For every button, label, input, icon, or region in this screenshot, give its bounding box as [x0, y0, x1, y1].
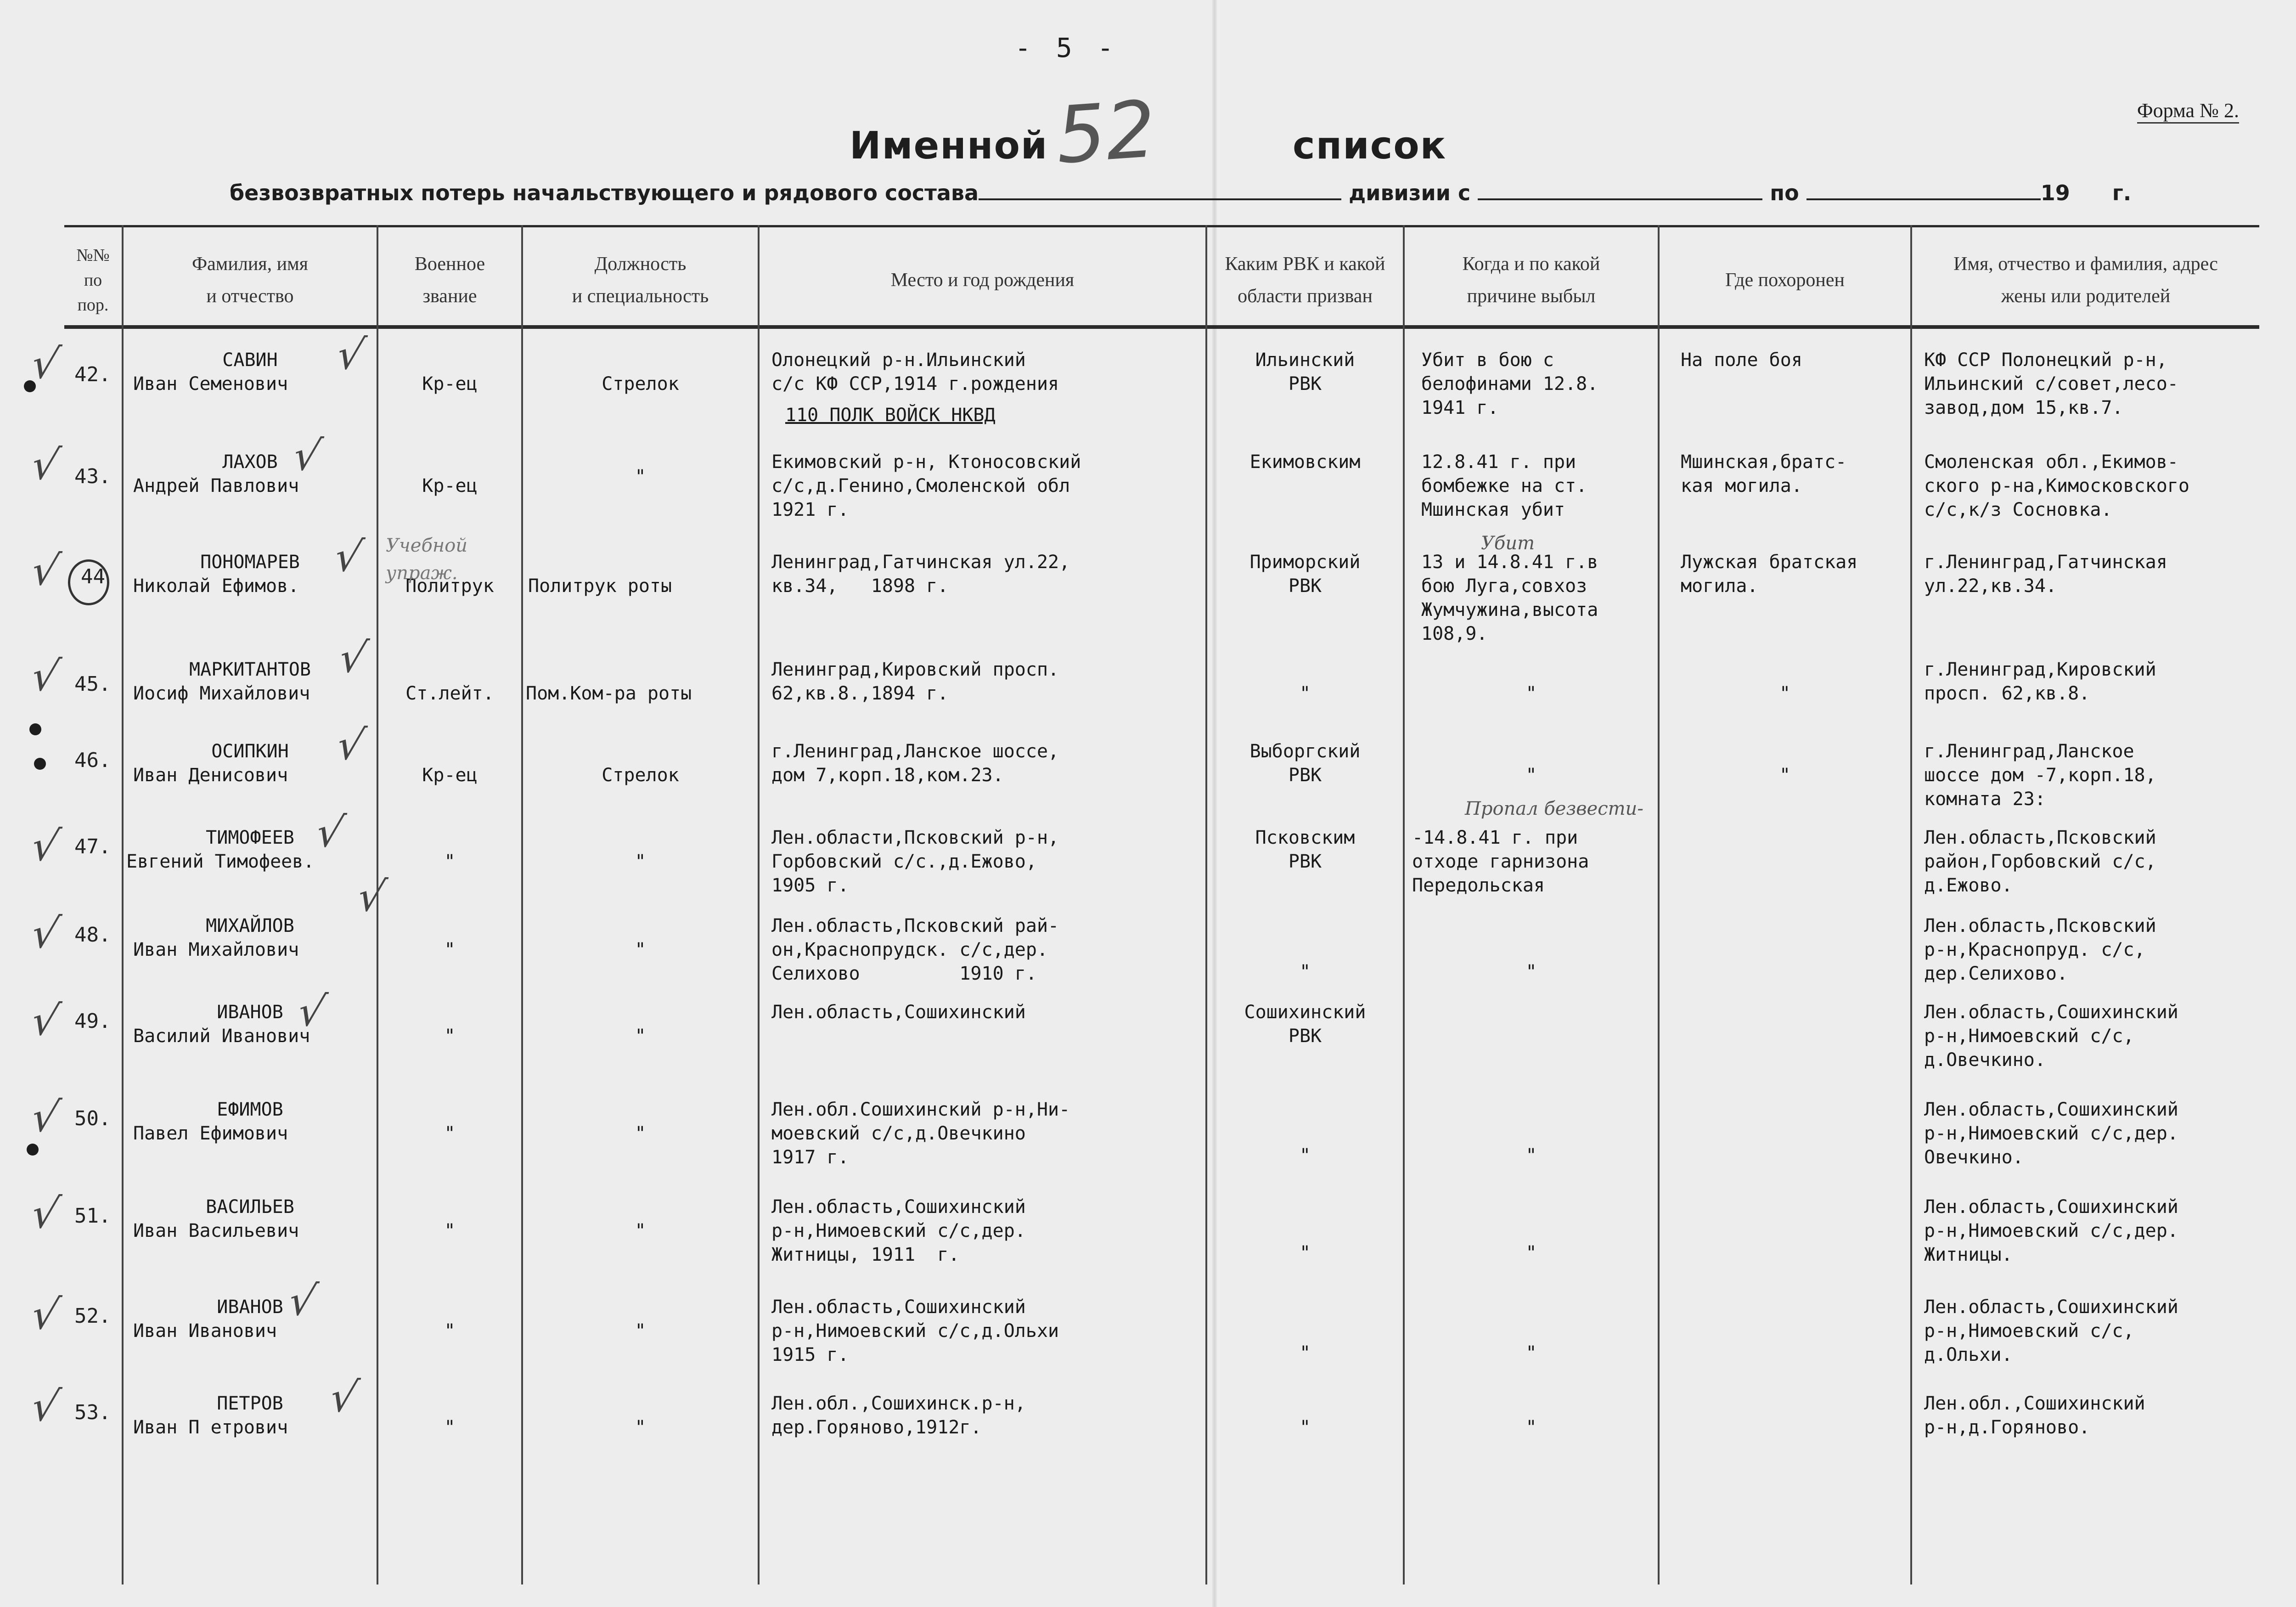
surname: МАРКИТАНТОВ	[189, 659, 311, 680]
col-rule	[1910, 225, 1912, 1584]
position: Пом.Ком-ра роты	[526, 683, 692, 704]
surname: ЕФИМОВ	[217, 1099, 283, 1120]
check-mark-margin: √	[27, 547, 64, 595]
reason: Убит в бою с белофинами 12.8. 1941 г.	[1421, 350, 1598, 418]
position: "	[635, 851, 646, 872]
subtitle-part1: безвозвратных потерь начальствующего и рядового состава	[230, 180, 979, 205]
row-number: 43.	[74, 465, 111, 488]
row-number: 46.	[74, 749, 111, 772]
rvk: Сошихинский РВК	[1244, 1002, 1366, 1047]
birth-place: г.Ленинград,Ланское шоссе, дом 7,корп.18,ком.23.	[771, 741, 1059, 786]
blank-field-to	[1806, 180, 2041, 200]
rvk: "	[1299, 1342, 1311, 1364]
table-top-rule	[64, 225, 2259, 227]
reason: "	[1525, 765, 1537, 786]
position: Стрелок	[602, 373, 679, 395]
surname: ЛАХОВ	[222, 451, 278, 473]
reason: 13 и 14.8.41 г.в бою Луга,совхоз Жумчужина,высота 108,9.	[1421, 552, 1598, 644]
row-number: 44	[81, 565, 105, 588]
given-names: Евгений Тимофеев.	[126, 851, 315, 872]
rank: "	[444, 1220, 456, 1241]
title-right: список	[1293, 124, 1447, 168]
subtitle	[230, 180, 2131, 205]
page-number: - 5 -	[1015, 32, 1118, 63]
relatives: Лен.область,Сошихинский р-н,Нимоевский с/с, д.Овечкино.	[1924, 1002, 2178, 1071]
rank: Кр-ец	[422, 373, 478, 395]
reason: -14.8.41 г. при отходе гарнизона Передольская	[1412, 827, 1589, 896]
check-mark-margin: √	[27, 1382, 64, 1431]
birth-place: Лен.область,Сошихинский р-н,Нимоевский с/с,дер. Житницы, 1911 г.	[771, 1196, 1026, 1265]
rvk: "	[1299, 961, 1311, 982]
rank: "	[444, 939, 456, 960]
rank: Кр-ец	[422, 475, 478, 496]
punch-hole	[27, 1144, 39, 1156]
rank: "	[444, 1417, 456, 1438]
check-mark-surname: √	[311, 808, 349, 857]
check-mark-surname: √	[334, 634, 371, 682]
check-mark-surname: √	[332, 721, 369, 769]
relatives: КФ ССР Полонецкий р-н, Ильинский с/совет,лесо- завод,дом 15,кв.7.	[1924, 350, 2178, 418]
given-names: Иосиф Михайлович	[133, 683, 310, 704]
rvk: "	[1299, 683, 1311, 704]
given-names: Иван П етрович	[133, 1417, 288, 1438]
col-header-position: Должность и специальность	[572, 254, 709, 307]
birth-place: Лен.область,Сошихинский	[771, 1002, 1026, 1023]
relatives: Лен.область,Псковский район,Горбовский с/с, д.Ежово.	[1924, 827, 2156, 896]
check-mark-margin: √	[27, 340, 64, 388]
birth-place: Лен.обл.Сошихинский р-н,Ни- моевский с/с,д.Овечкино 1917 г.	[771, 1099, 1070, 1168]
rvk: Выборгский РВК	[1249, 741, 1361, 786]
reason: "	[1525, 961, 1537, 982]
surname: ТИМОФЕЕВ	[206, 827, 294, 848]
surname: ВАСИЛЬЕВ	[206, 1196, 294, 1218]
relatives: г.Ленинград,Ланское шоссе дом -7,корп.18, комната 23:	[1924, 741, 2156, 810]
subtitle-part2: дивизии с	[1349, 180, 1471, 205]
col-header-rvk: Каким РВК и какой области призван	[1225, 254, 1385, 307]
given-names: Иван Михайлович	[133, 939, 299, 960]
handwritten-reason-note: Убит	[1481, 533, 1535, 554]
position: "	[635, 1026, 646, 1047]
birth-place: Лен.область,Псковский рай- он,Краснопрудск. с/с,дер. Селихово 1910 г.	[771, 915, 1059, 984]
row-number: 51.	[74, 1204, 111, 1228]
position: "	[635, 1417, 646, 1438]
rvk: "	[1299, 1417, 1311, 1438]
check-mark-surname: √	[325, 1373, 362, 1421]
col-header-rank: Военное звание	[414, 254, 485, 307]
relatives: г.Ленинград,Гатчинская ул.22,кв.34.	[1924, 552, 2167, 597]
col-header-birth: Место и год рождения	[890, 270, 1075, 291]
relatives: Лен.область,Сошихинский р-н,Нимоевский с/с,дер. Житницы.	[1924, 1196, 2178, 1265]
check-mark-margin: √	[27, 652, 64, 700]
check-mark-surname: √	[288, 432, 326, 480]
surname: ИВАНОВ	[217, 1002, 283, 1023]
check-mark-surname: √	[332, 331, 369, 379]
check-mark-margin: √	[27, 1190, 64, 1238]
check-mark-margin: √	[27, 909, 64, 958]
losses-table	[64, 225, 2259, 1584]
rank: Политрук	[405, 575, 494, 597]
reason: "	[1525, 1417, 1537, 1438]
relatives: Смоленская обл.,Екимов- ского р-на,Кимосковского с/с,к/з Сосновка.	[1924, 451, 2189, 520]
check-mark-surname: √	[284, 1277, 321, 1325]
buried: "	[1779, 683, 1791, 704]
birth-place: Ленинград,Гатчинская ул.22, кв.34, 1898 г.	[771, 552, 1070, 597]
col-rule	[1205, 225, 1207, 1584]
rank: Кр-ец	[422, 765, 478, 786]
form-label: Форма № 2.	[2137, 99, 2239, 124]
given-names: Иван Денисович	[133, 765, 288, 786]
birth-place: Лен.обл.,Сошихинск.р-н, дер.Горяново,1912г.	[771, 1393, 1026, 1438]
rank: "	[444, 851, 456, 872]
position: "	[635, 1320, 646, 1342]
col-rule	[1403, 225, 1405, 1584]
check-mark-surname: √	[293, 987, 330, 1036]
relatives: г.Ленинград,Кировский просп. 62,кв.8.	[1924, 659, 2156, 704]
birth-place: Лен.область,Сошихинский р-н,Нимоевский с/с,д.Ольхи 1915 г.	[771, 1297, 1059, 1365]
check-mark-margin: √	[27, 997, 64, 1045]
given-names: Андрей Павлович	[133, 475, 299, 496]
birth-place: Олонецкий р-н.Ильинский с/с КФ ССР,1914 г.рождения	[771, 350, 1059, 395]
relatives: Лен.область,Сошихинский р-н,Нимоевский с/с, д.Ольхи.	[1924, 1297, 2178, 1365]
row-number: 45.	[74, 672, 111, 696]
subtitle-part3: по	[1770, 180, 1799, 205]
rvk: Ильинский РВК	[1255, 350, 1355, 395]
subtitle-part5: г.	[2112, 180, 2132, 205]
birth-place: Екимовский р-н, Ктоносовский с/с,д.Генино,Смоленской обл 1921 г.	[771, 451, 1081, 520]
given-names: Павел Ефимович	[133, 1123, 288, 1144]
check-mark-margin: √	[27, 822, 64, 870]
reason: 12.8.41 г. при бомбежке на ст. Мшинская убит	[1421, 451, 1587, 520]
rank: "	[444, 1123, 456, 1144]
given-names: Иван Иванович	[133, 1320, 277, 1342]
col-header-relatives: Имя, отчество и фамилия, адрес жены или родителей	[1953, 254, 2218, 307]
relatives: Лен.область,Сошихинский р-н,Нимоевский с/с,дер. Овечкино.	[1924, 1099, 2178, 1168]
buried: Лужская братская могила.	[1681, 552, 1858, 597]
surname: ПЕТРОВ	[217, 1393, 283, 1414]
position: "	[635, 466, 646, 487]
circle-mark	[68, 559, 109, 605]
surname: ПОНОМАРЕВ	[200, 552, 300, 573]
given-names: Иван Васильевич	[133, 1220, 299, 1241]
row-number: 49.	[74, 1009, 111, 1033]
birth-place: Ленинград,Кировский просп. 62,кв.8.,1894 г.	[771, 659, 1059, 704]
birth-note-underlined: 110 ПОЛК ВОЙСК НКВД	[785, 405, 996, 426]
col-rule	[1658, 225, 1660, 1584]
row-number: 48.	[74, 923, 111, 947]
rvk: "	[1299, 1242, 1311, 1263]
rvk: Псковским РВК	[1255, 827, 1355, 872]
row-number: 53.	[74, 1401, 111, 1424]
birth-place: Лен.области,Псковский р-н, Горбовский с/с.,д.Ежово, 1905 г.	[771, 827, 1059, 896]
position: Политрук роты	[528, 575, 672, 597]
col-header-name: Фамилия, имя и отчество	[191, 254, 308, 307]
rank: "	[444, 1026, 456, 1047]
buried: "	[1779, 765, 1791, 786]
reason: "	[1525, 683, 1537, 704]
col-rule	[122, 225, 124, 1584]
punch-hole	[29, 723, 41, 735]
given-names: Василий Иванович	[133, 1026, 310, 1047]
col-header-reason: Когда и по какой причине выбыл	[1462, 254, 1600, 307]
check-mark-surname: √	[330, 533, 367, 581]
check-mark-margin: √	[27, 1291, 64, 1339]
position: Стрелок	[602, 765, 679, 786]
col-header-num: №№ по пор.	[76, 246, 110, 315]
surname: САВИН	[222, 350, 278, 371]
rank: Ст.лейт.	[405, 683, 494, 704]
rvk: Екимовским	[1249, 451, 1361, 473]
given-names: Николай Ефимов.	[133, 575, 299, 597]
rank: "	[444, 1320, 456, 1342]
handwritten-rank-note: Учебной упраж.	[386, 535, 468, 584]
rvk: "	[1299, 1145, 1311, 1166]
position: "	[635, 1123, 646, 1144]
surname: ИВАНОВ	[217, 1297, 283, 1318]
reason: "	[1525, 1145, 1537, 1166]
subtitle-part4: 19	[2040, 180, 2070, 205]
relatives: Лен.область,Псковский р-н,Краснопруд. с/с, дер.Селихово.	[1924, 915, 2156, 984]
given-names: Иван Семенович	[133, 373, 288, 395]
row-number: 42.	[74, 363, 111, 386]
surname: ОСИПКИН	[211, 741, 289, 762]
rvk: Приморский РВК	[1249, 552, 1361, 597]
buried: На поле боя	[1681, 350, 1802, 371]
blank-field-from	[1478, 180, 1762, 200]
reason: "	[1525, 1242, 1537, 1263]
position: "	[635, 939, 646, 960]
check-mark-margin: √	[27, 441, 64, 489]
handwritten-list-number: 52	[1053, 84, 1159, 182]
col-header-buried: Где похоронен	[1725, 270, 1845, 291]
title-left: Именной	[850, 124, 1048, 168]
blank-field-unit	[979, 180, 1341, 200]
surname: МИХАЙЛОВ	[206, 915, 294, 936]
relatives: Лен.обл.,Сошихинский р-н,д.Горяново.	[1924, 1393, 2145, 1438]
header-bottom-rule	[64, 325, 2259, 329]
punch-hole	[34, 758, 46, 770]
handwritten-reason-note: Пропал безвести-	[1465, 798, 1643, 819]
row-number: 52.	[74, 1304, 111, 1328]
row-number: 47.	[74, 835, 111, 858]
check-mark-surname: √	[353, 873, 390, 921]
position: "	[635, 1220, 646, 1241]
buried: Мшинская,братс- кая могила.	[1681, 451, 1847, 496]
col-rule	[521, 225, 523, 1584]
col-rule	[758, 225, 760, 1584]
reason: "	[1525, 1342, 1537, 1364]
check-mark-margin: √	[27, 1093, 64, 1141]
row-number: 50.	[74, 1107, 111, 1130]
